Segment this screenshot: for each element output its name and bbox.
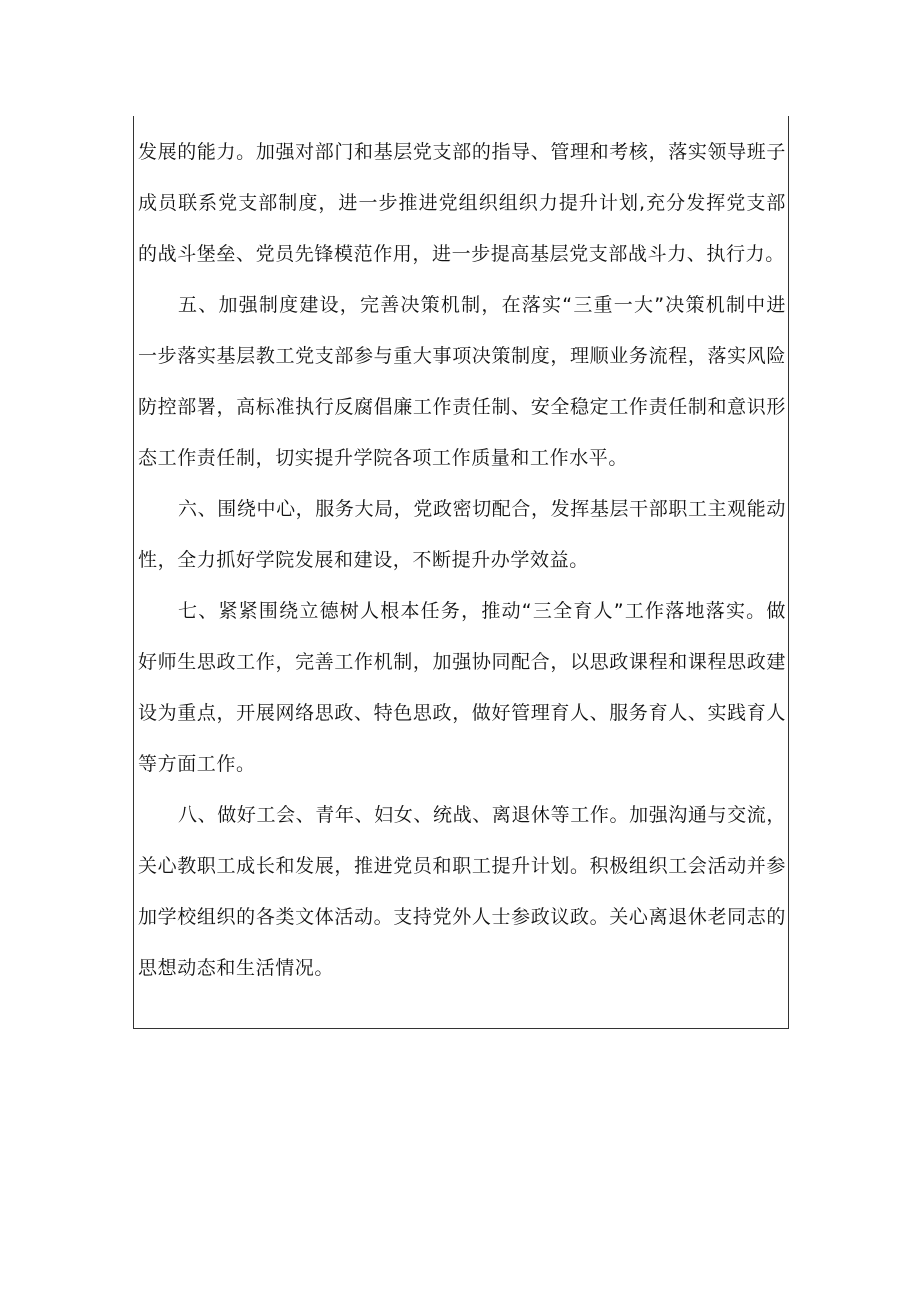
paragraph-1: 发展的能力。加强对部门和基层党支部的指导、管理和考核，落实领导班子成员联系党支部制度，进一步推进党组织组织力提升计划,充分发挥党支部的战斗堡垒、党员先锋模范作用，进一步提高基层党支部战斗力、执行力。 xyxy=(138,141,786,265)
paragraph-item-8: 八、做好工会、青年、妇女、统战、离退休等工作。加强沟通与交流，关心教职工成长和发展，推进党员和职工提升计划。积极组织工会活动并参加学校组织的各类文体活动。支持党外人士参政议政。关心离退休老同志的思想动态和生活情况。 xyxy=(138,804,786,979)
paragraph-item-6: 六、围绕中心，服务大局，党政密切配合，发挥基层干部职工主观能动性，全力抓好学院发展和建设，不断提升办学效益。 xyxy=(138,498,786,571)
paragraph-item-5: 五、加强制度建设，完善决策机制，在落实“三重一大”决策机制中进一步落实基层教工党支部参与重大事项决策制度，理顺业务流程，落实风险防控部署，高标准执行反腐倡廉工作责任制、安全稳定工作责任制和意识形态工作责任制，切实提升学院各项工作质量和工作水平。 xyxy=(138,294,786,469)
text-content xyxy=(138,127,786,994)
paragraph-item-7: 七、紧紧围绕立德树人根本任务，推动“三全育人”工作落地落实。做好师生思政工作，完善工作机制，加强协同配合，以思政课程和课程思政建设为重点，开展网络思政、特色思政，做好管理育人、服务育人、实践育人等方面工作。 xyxy=(138,600,786,775)
table-cell-frame xyxy=(133,116,789,1029)
